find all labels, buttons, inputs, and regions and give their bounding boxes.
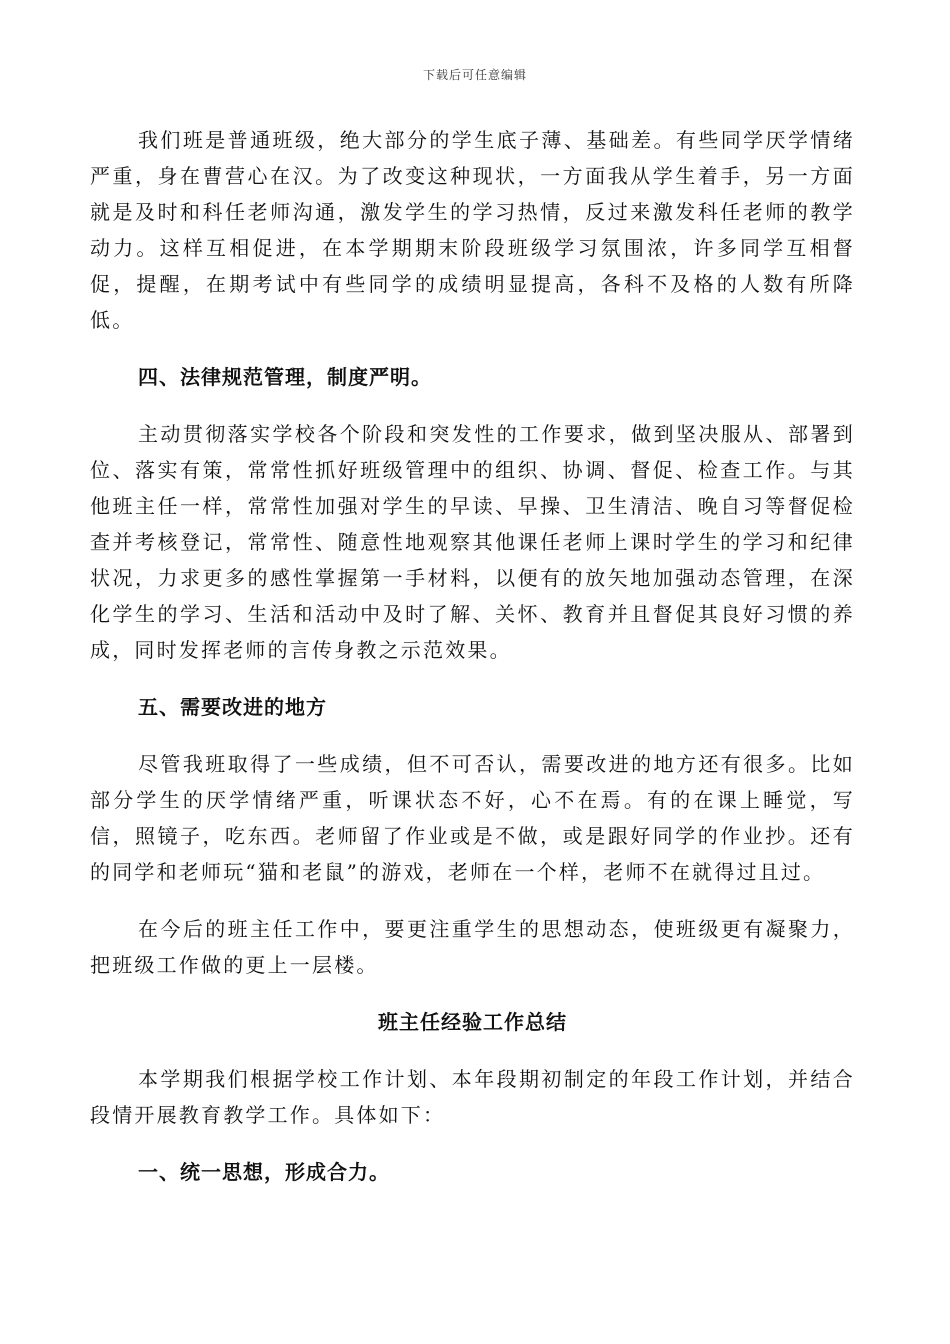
document-title: 班主任经验工作总结 <box>378 1010 567 1034</box>
section-heading-5: 五、需要改进的地方 <box>138 695 327 719</box>
page-header: 下载后可任意编辑 <box>422 68 527 82</box>
paragraph-study-atmosphere: 我们班是普通班级，绝大部分的学生底子薄、基础差。有些同学厌学情绪严重，身在曹营心在汉。为了改变这种现状，一方面我从学生着手，另一方面就是及时和科任老师沟通，激发学生的学习热情，反过来激发科任老师的教学动力。这样互相促进，在本学期期末阶段班级学习氛围浓，许多同学互相督促，提醒，在期考试中有些同学的成绩明显提高，各科不及格的人数有所降低。 <box>90 128 855 332</box>
section-heading-4: 四、法律规范管理，制度严明。 <box>138 365 432 389</box>
section-heading-1: 一、统一思想，形成合力。 <box>138 1160 390 1184</box>
paragraph-management: 主动贯彻落实学校各个阶段和突发性的工作要求，做到坚决服从、部署到位、落实有策，常常性抓好班级管理中的组织、协调、督促、检查工作。与其他班主任一样，常常性加强对学生的早读、早操、卫生清洁、晚自习等督促检查并考核登记，常常性、随意性地观察其他课任老师上课时学生的学习和纪律状况，力求更多的感性掌握第一手材料，以便有的放矢地加强动态管理，在深化学生的学习、生活和活动中及时了解、关怀、教育并且督促其良好习惯的养成，同时发挥老师的言传身教之示范效果。 <box>90 422 855 662</box>
paragraph-intro: 本学期我们根据学校工作计划、本年段期初制定的年段工作计划，并结合段情开展教育教学工作。具体如下： <box>90 1067 855 1127</box>
paragraph-future-work: 在今后的班主任工作中，要更注重学生的思想动态，使班级更有凝聚力，把班级工作做的更上一层楼。 <box>90 917 855 977</box>
paragraph-improvements: 尽管我班取得了一些成绩，但不可否认，需要改进的地方还有很多。比如部分学生的厌学情绪严重，听课状态不好，心不在焉。有的在课上睡觉，写信，照镜子，吃东西。老师留了作业或是不做，或是跟好同学的作业抄。还有的同学和老师玩“猫和老鼠”的游戏，老师在一个样，老师不在就得过且过。 <box>90 752 855 884</box>
document-body <box>90 122 855 1190</box>
